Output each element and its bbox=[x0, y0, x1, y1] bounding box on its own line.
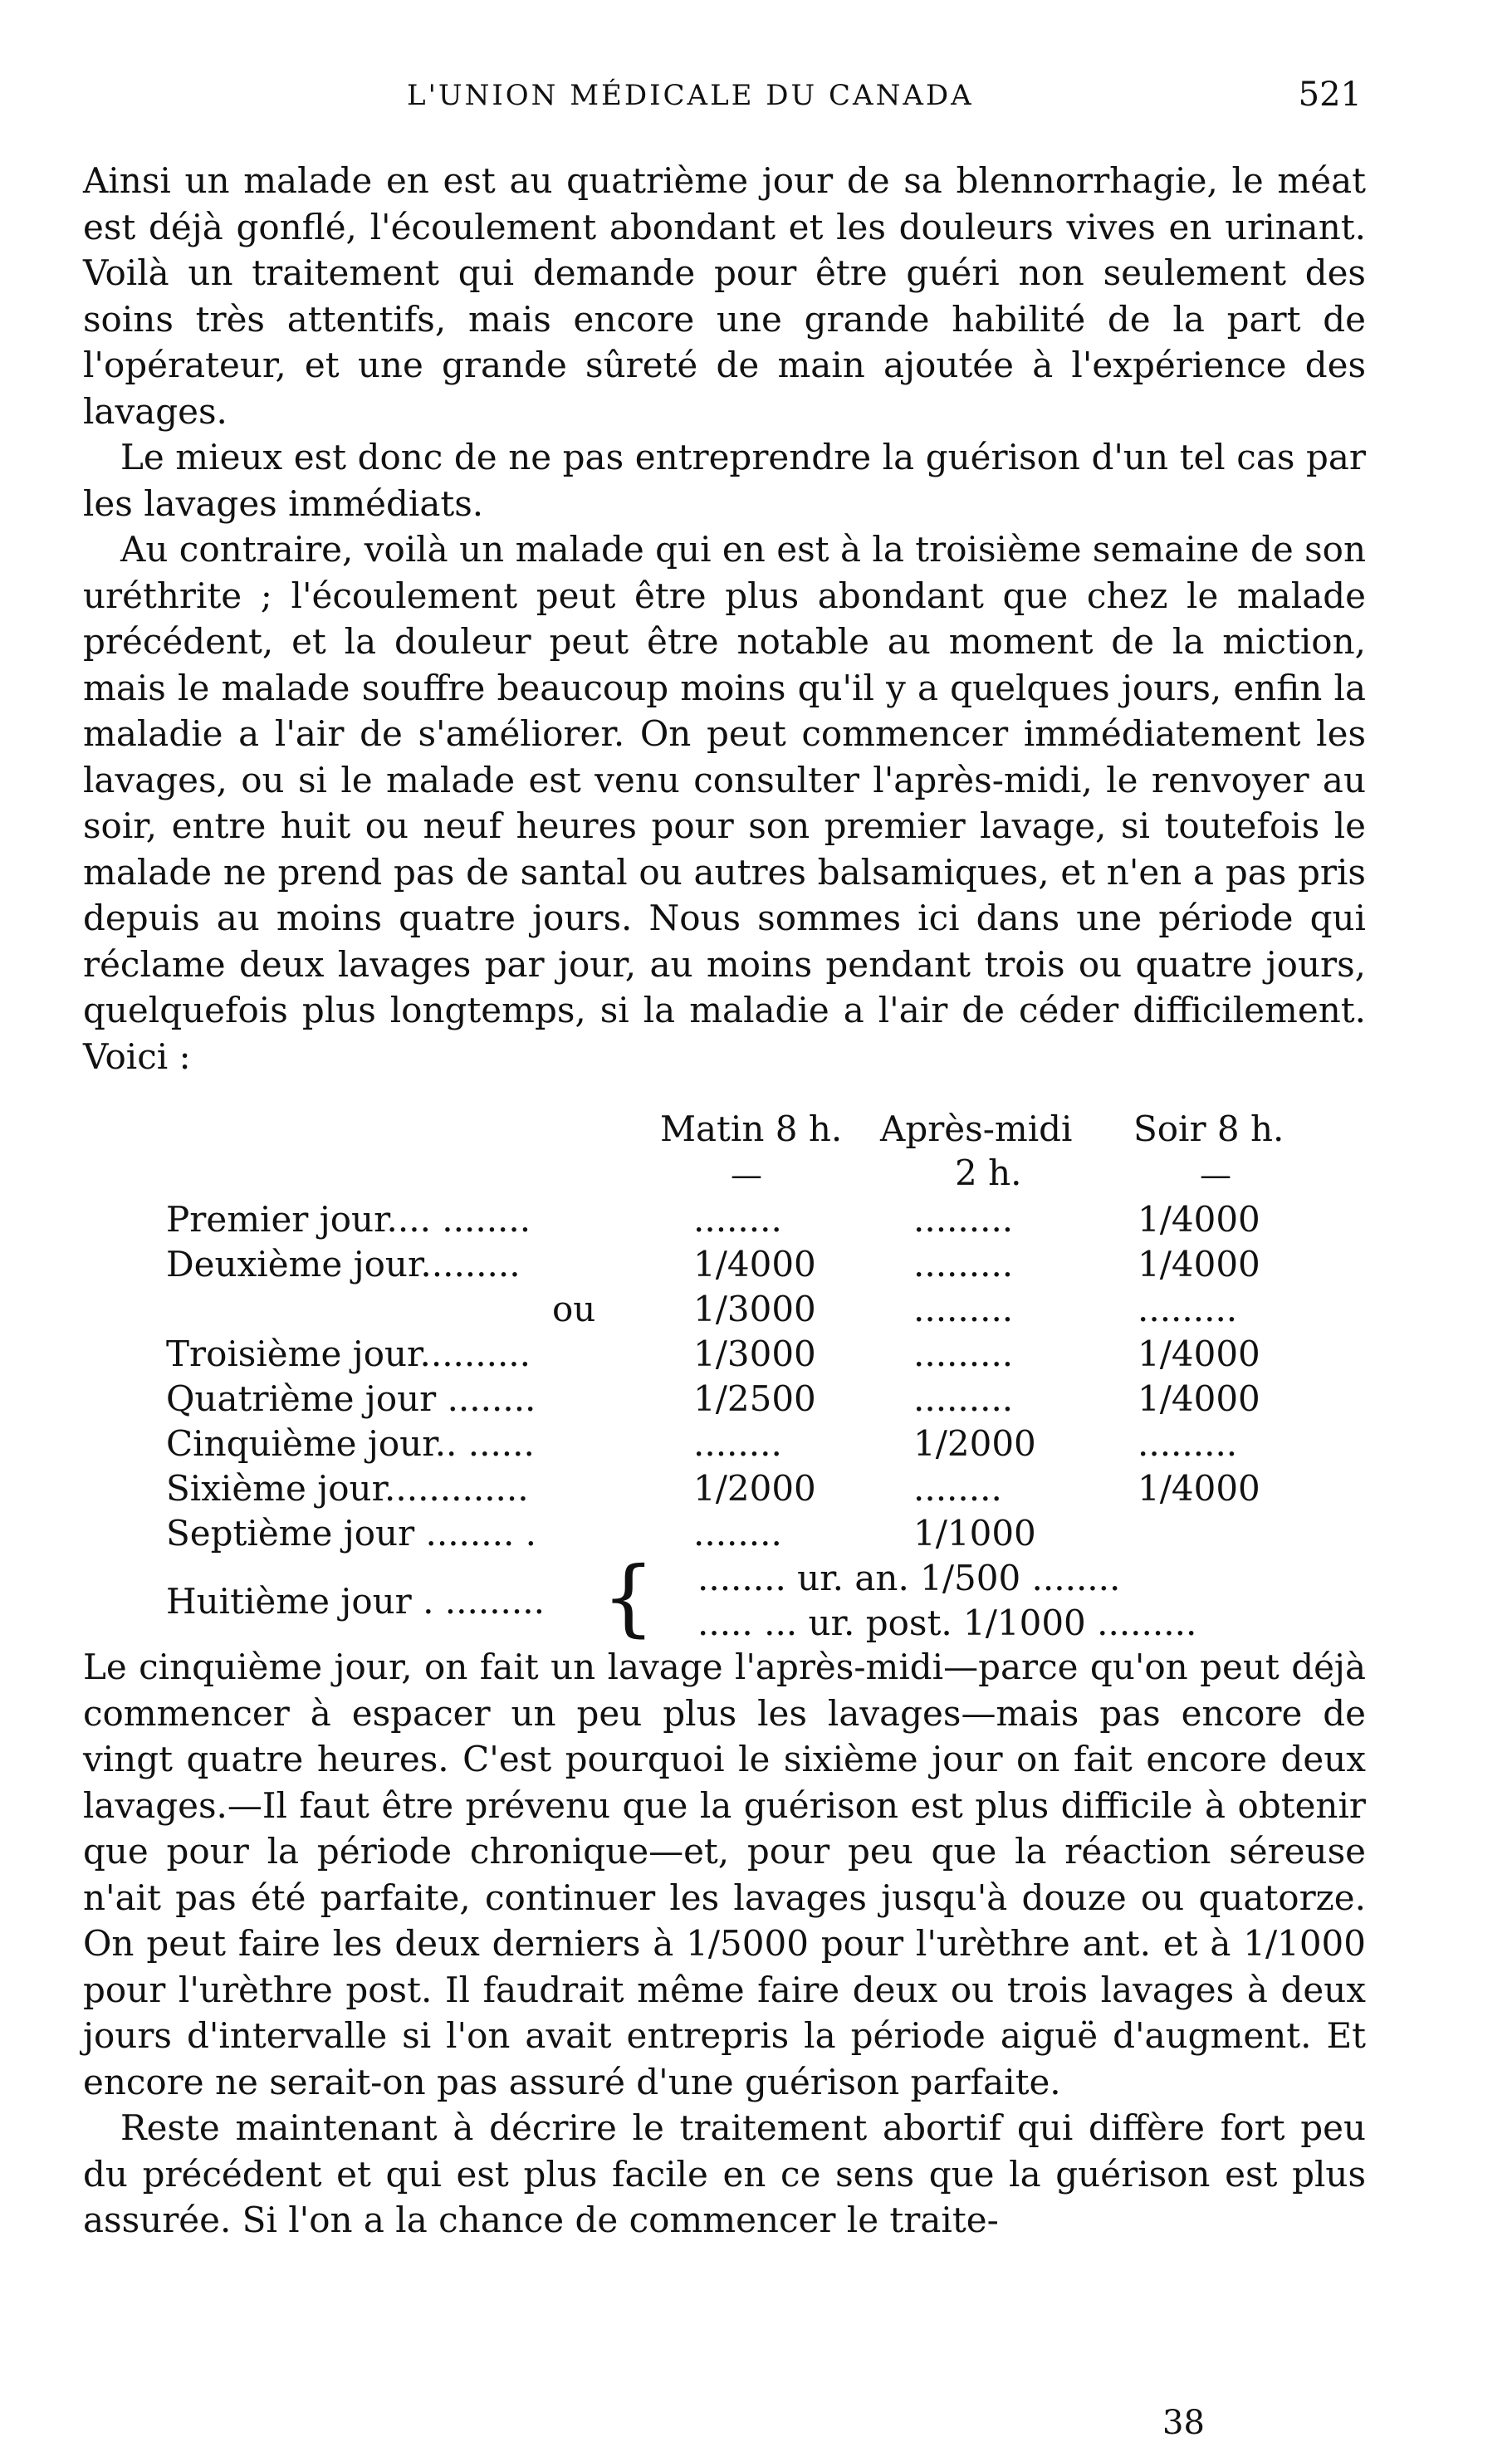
cell-matin: 1/2000 bbox=[693, 1468, 816, 1509]
table-row bbox=[0, 1511, 1512, 1556]
cell-matin: ........ bbox=[693, 1513, 782, 1554]
paragraph: Au contraire, voilà un malade qui en est à la troisième semaine de son uréthrite ; l'écoulement peut être plus abondant que chez le malade précédent, et la douleur peut être notable au moment de la miction, mais le malade souffre beaucoup moins qu'il y a quelques jours, enfin la maladie a l'air de s'améliorer. On peut commencer immédiatement les lavages, ou si le malade est venu consulter l'après-midi, le renvoyer au soir, entre huit ou neuf heures pour son premier lavage, si toutefois le malade ne prend pas de santal ou autres balsamiques, et n'en a pas pris depuis au moins quatre jours. Nous sommes ici dans une période qui réclame deux lavages par jour, au moins pendant trois ou quatre jours, quelquefois plus longtemps, si la maladie a l'air de céder difficilement. Voici : bbox=[83, 529, 1366, 1077]
row-label: Troisième jour.......... bbox=[166, 1334, 531, 1374]
cell-apres: ......... bbox=[913, 1334, 1014, 1374]
lavage-table bbox=[0, 1197, 1512, 1647]
table-row bbox=[0, 1242, 1512, 1287]
paragraph: Ainsi un malade en est au quatrième jour de sa blennorrhagie, le méat est déjà gonflé, l'écoulement abondant et les douleurs vives en urinant. Voilà un traitement qui demande pour être guéri non seulement des soins très attentifs, mais encore une grande habilité de la part de l'opérateur, et une grande sûreté de main ajoutée à l'expérience des lavages. bbox=[83, 160, 1366, 432]
huitieme-line-anterior: ........ ur. an. 1/500 ........ bbox=[697, 1558, 1121, 1598]
body-text-top bbox=[83, 158, 1366, 1079]
body-text-bottom bbox=[83, 1644, 1366, 2244]
cell-soir: 1/4000 bbox=[1138, 1244, 1260, 1285]
row-label: Cinquième jour.. ...... bbox=[166, 1423, 535, 1464]
header-matin: Matin 8 h. bbox=[660, 1108, 843, 1149]
cell-soir: 1/4000 bbox=[1138, 1378, 1260, 1419]
table-row bbox=[0, 1466, 1512, 1511]
cell-apres: ......... bbox=[913, 1199, 1014, 1240]
cell-matin: ........ bbox=[693, 1423, 782, 1464]
paragraph: Le mieux est donc de ne pas entreprendre la guérison d'un tel cas par les lavages immédiats. bbox=[83, 437, 1366, 524]
running-title: L'UNION MÉDICALE DU CANADA bbox=[407, 79, 974, 112]
table-header bbox=[0, 1108, 1512, 1200]
cell-apres: ........ bbox=[913, 1468, 1002, 1509]
header-dash: — bbox=[1200, 1157, 1231, 1193]
cell-matin: 1/2500 bbox=[693, 1378, 816, 1419]
cell-apres: ......... bbox=[913, 1378, 1014, 1419]
row-label: Sixième jour............. bbox=[166, 1468, 529, 1509]
cell-apres: ......... bbox=[913, 1289, 1014, 1329]
huitieme-line-posterior: ..... ... ur. post. 1/1000 ......... bbox=[697, 1603, 1197, 1643]
table-row bbox=[0, 1287, 1512, 1332]
cell-soir: ......... bbox=[1138, 1423, 1238, 1464]
row-label: Premier jour.... ........ bbox=[166, 1199, 531, 1240]
cell-apres: ......... bbox=[913, 1244, 1014, 1285]
cell-soir: 1/4000 bbox=[1138, 1334, 1260, 1374]
cell-soir: ......... bbox=[1138, 1289, 1238, 1329]
cell-soir: 1/4000 bbox=[1138, 1468, 1260, 1509]
paragraph: Reste maintenant à décrire le traitement abortif qui diffère fort peu du précédent et qui est plus facile en ce sens que la guérison est plus assurée. Si l'on a la chance de commencer le traite- bbox=[83, 2107, 1366, 2240]
row-label: Huitième jour . ......... bbox=[166, 1581, 545, 1622]
cell-matin: 1/3000 bbox=[693, 1334, 816, 1374]
cell-matin: 1/4000 bbox=[693, 1244, 816, 1285]
brace-glyph: { bbox=[602, 1549, 655, 1646]
cell-matin: ........ bbox=[693, 1199, 782, 1240]
row-label: Quatrième jour ........ bbox=[166, 1378, 536, 1419]
cell-apres: 1/1000 bbox=[913, 1513, 1036, 1554]
page-header bbox=[91, 76, 1370, 120]
header-soir: Soir 8 h. bbox=[1133, 1108, 1284, 1149]
table-row bbox=[0, 1377, 1512, 1422]
header-apres-midi-hour: 2 h. bbox=[955, 1152, 1022, 1193]
cell-matin: 1/3000 bbox=[693, 1289, 816, 1329]
paragraph: Le cinquième jour, on fait un lavage l'après-midi—parce qu'on peut déjà commencer à espacer un peu plus les lavages—mais pas encore de vingt quatre heures. C'est pourquoi le sixième jour on fait encore deux lavages.—Il faut être prévenu que la guérison est plus difficile à obtenir que pour la période chronique—et, pour peu que la réaction séreuse n'ait pas été parfaite, continuer les lavages jusqu'à douze ou quatorze. On peut faire les deux derniers à 1/5000 pour l'urèthre ant. et à 1/1000 pour l'urèthre post. Il faudrait même faire deux ou trois lavages à deux jours d'intervalle si l'on avait entrepris la période aiguë d'augment. Et encore ne serait-on pas assuré d'une guérison parfaite. bbox=[83, 1647, 1366, 2102]
table-row bbox=[0, 1332, 1512, 1377]
row-label: Deuxième jour......... bbox=[166, 1244, 521, 1285]
cell-soir: 1/4000 bbox=[1138, 1199, 1260, 1240]
header-dash: — bbox=[731, 1157, 762, 1193]
page-number: 521 bbox=[1298, 76, 1362, 114]
cell-apres: 1/2000 bbox=[913, 1423, 1036, 1464]
row-label: ou bbox=[552, 1289, 596, 1329]
table-row bbox=[0, 1422, 1512, 1466]
table-row-huitieme bbox=[0, 1549, 1512, 1647]
signature-mark: 38 bbox=[1162, 2404, 1205, 2442]
table-row bbox=[0, 1197, 1512, 1242]
row-label: Septième jour ........ . bbox=[166, 1513, 537, 1554]
header-apres-midi: Après-midi bbox=[880, 1108, 1073, 1149]
